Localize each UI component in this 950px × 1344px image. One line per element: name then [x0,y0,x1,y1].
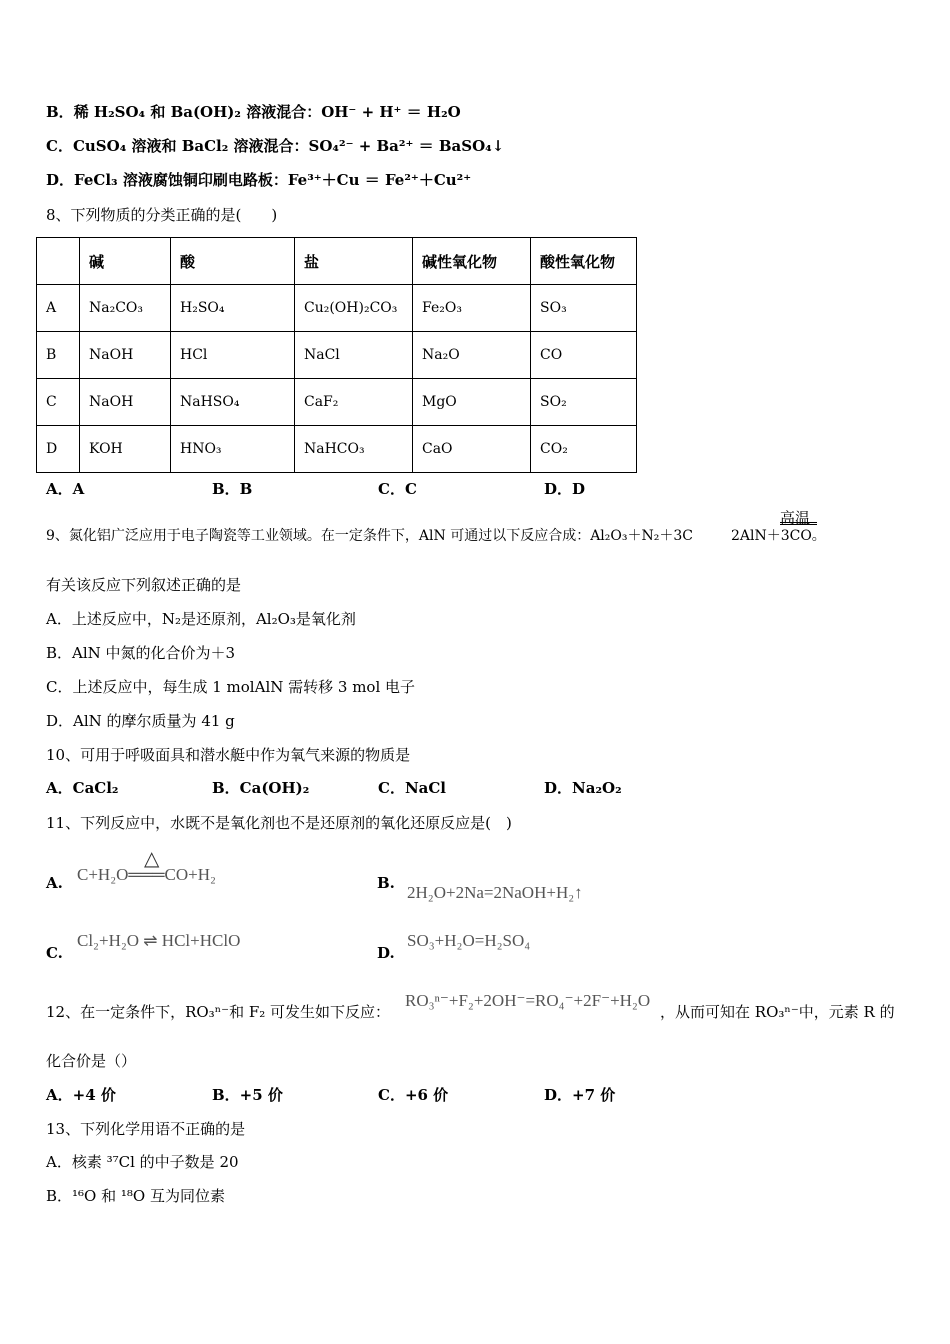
q9-stem: 9、氮化铝广泛应用于电子陶瓷等工业领域。在一定条件下，AlN 可通过以下反应合成：Al₂O₃＋N₂＋3C 2AlN＋3CO。 [46,528,826,544]
table-cell: CO₂ [531,426,637,473]
reaction-equals-sign [780,522,817,525]
option: C．NaCl [378,779,447,797]
q11-equation-c: Cl₂+H₂O ⇌ HCl+HClO [77,931,241,950]
table-cell: CaO [413,426,531,473]
q11-label-a: A. [46,874,63,892]
option: A．CaCl₂ [46,779,119,797]
table-cell: NaOH [80,379,171,426]
table-cell: MgO [413,379,531,426]
table-header: 碱 [80,238,171,285]
q10-stem: 10、可用于呼吸面具和潜水艇中作为氧气来源的物质是 [46,746,411,764]
table-cell: C [37,379,80,426]
q13-stem: 13、下列化学用语不正确的是 [46,1120,246,1138]
q12-stem: 12、在一定条件下，RO₃ⁿ⁻和 F₂ 可发生如下反应： [46,1003,391,1021]
q8-table [36,237,637,473]
table-cell: CO [531,332,637,379]
q7-option-b: B．稀 H₂SO₄ 和 Ba(OH)₂ 溶液混合：OH⁻ + H⁺ ＝ H₂O [46,103,461,121]
q7-option-d: D．FeCl₃ 溶液腐蚀铜印刷电路板：Fe³⁺＋Cu ＝ Fe²⁺＋Cu²⁺ [46,171,472,189]
table-cell: B [37,332,80,379]
table-cell: NaHSO₄ [171,379,295,426]
q10-options [46,778,710,798]
table-cell: SO₃ [531,285,637,332]
table-cell: H₂SO₄ [171,285,295,332]
q12-stem-end: ，从而可知在 RO₃ⁿ⁻中，元素 R 的 [660,1003,895,1021]
q11-equation-a: C+H₂O═══CO+H₂ [77,865,216,884]
q9-option-b: B．AlN 中氮的化合价为＋3 [46,644,236,662]
table-row [37,426,637,473]
option: A．+4 价 [46,1086,116,1104]
q11-equation-d: SO₃+H₂O=H₂SO₄ [407,931,531,950]
q11-equation-b: 2H₂O+2Na=2NaOH+H₂↑ [407,883,583,902]
option: B．B [212,480,253,498]
table-cell: A [37,285,80,332]
option: B．+5 价 [212,1086,283,1104]
table-header-row [37,238,637,285]
q9-option-a: A．上述反应中，N₂是还原剂，Al₂O₃是氧化剂 [46,610,356,628]
q11-label-b: B. [377,874,395,892]
heat-triangle-icon: △ [144,846,160,870]
table-header: 酸性氧化物 [531,238,637,285]
q12-equation: RO₃ⁿ⁻+F₂+2OH⁻=RO₄⁻+2F⁻+H₂O [405,991,651,1010]
table-row [37,332,637,379]
q13-option-b: B．¹⁶O 和 ¹⁸O 互为同位素 [46,1187,225,1205]
q12-options [46,1085,710,1105]
q7-option-c: C．CuSO₄ 溶液和 BaCl₂ 溶液混合：SO₄²⁻ + Ba²⁺ ＝ BaSO₄↓ [46,137,505,155]
q11-label-d: D. [377,944,395,962]
table-cell: HCl [171,332,295,379]
table-cell: CaF₂ [295,379,413,426]
option: A．A [46,480,85,498]
q8-options [46,479,710,499]
q8-stem: 8、下列物质的分类正确的是( ) [46,206,278,224]
table-cell: Na₂O [413,332,531,379]
q9-stem2: 有关该反应下列叙述正确的是 [46,576,242,594]
q11-label-c: C. [46,944,63,962]
table-cell: Cu₂(OH)₂CO₃ [295,285,413,332]
table-cell: Fe₂O₃ [413,285,531,332]
q9-condition: 高温 [780,509,811,527]
table-cell: NaCl [295,332,413,379]
q9-option-d: D．AlN 的摩尔质量为 41 g [46,712,235,730]
table-header: 酸 [171,238,295,285]
option: B．Ca(OH)₂ [212,779,310,797]
table-cell: KOH [80,426,171,473]
table-cell: HNO₃ [171,426,295,473]
table-cell: NaHCO₃ [295,426,413,473]
table-row [37,285,637,332]
q11-stem: 11、下列反应中，水既不是氧化剂也不是还原剂的氧化还原反应是( ) [46,814,512,832]
option: C．C [378,480,417,498]
table-header [37,238,80,285]
table-header: 碱性氧化物 [413,238,531,285]
table-header: 盐 [295,238,413,285]
table-cell: D [37,426,80,473]
q13-option-a: A．核素 ³⁷Cl 的中子数是 20 [46,1153,239,1171]
option: D．Na₂O₂ [544,779,622,797]
option: D．+7 价 [544,1086,616,1104]
q12-stem2: 化合价是（） [46,1052,137,1070]
option: C．+6 价 [378,1086,449,1104]
q9-option-c: C．上述反应中，每生成 1 molAlN 需转移 3 mol 电子 [46,678,416,696]
option: D．D [544,480,586,498]
table-row [37,379,637,426]
table-cell: SO₂ [531,379,637,426]
table-cell: NaOH [80,332,171,379]
table-cell: Na₂CO₃ [80,285,171,332]
